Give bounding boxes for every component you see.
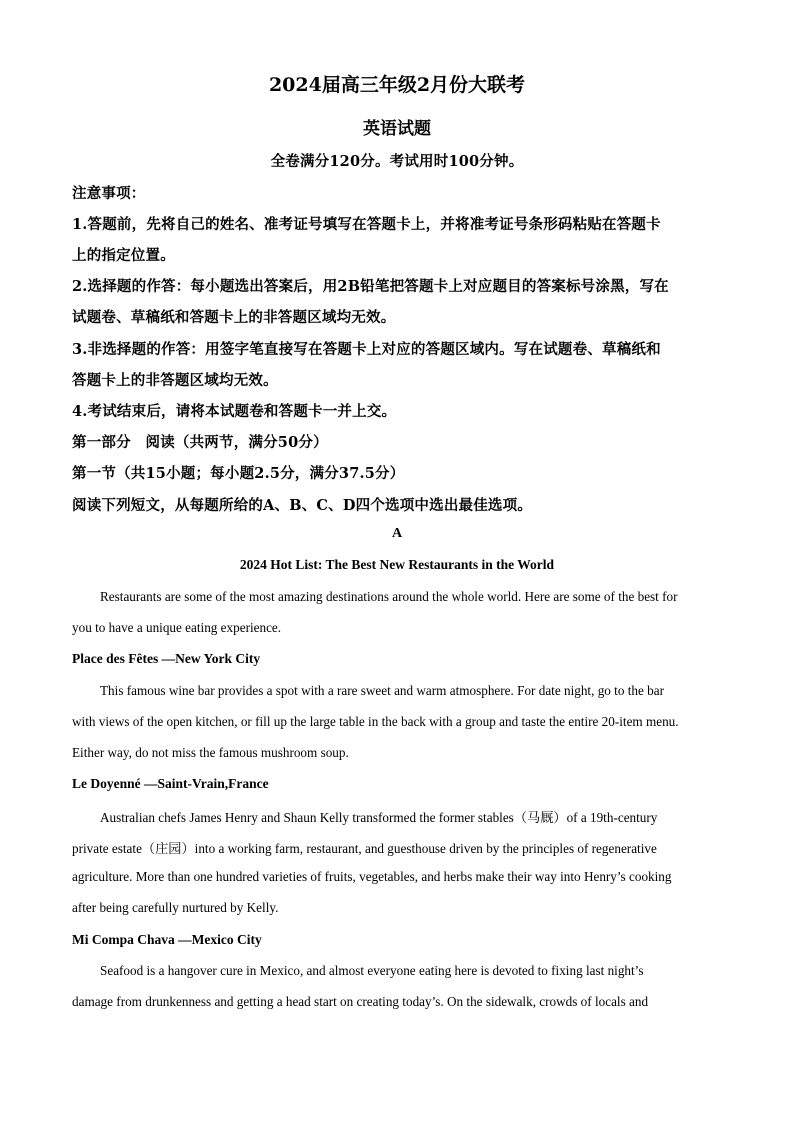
note-2-line-1: 2.选择题的作答：每小题选出答案后，用2B铅笔把答题卡上对应题目的答案标号涂黑，写在 [72, 278, 669, 295]
restaurant-2-name: Le Doyenné —Saint-Vrain,France [72, 776, 269, 791]
note-1-line-1: 1.答题前，先将自己的姓名、准考证号填写在答题卡上，并将准考证号条形码粘贴在答题卡 [72, 216, 661, 233]
restaurant-1-line-1: This famous wine bar provides a spot with a rare sweet and warm atmosphere. For date night, go to the bar [100, 683, 664, 698]
passage-label: A [391, 526, 403, 541]
restaurant-1-line-2: with views of the open kitchen, or fill up the large table in the back with a group and taste the entire 20-item menu. [72, 714, 679, 729]
exam-title: 2024届高三年级2月份大联考 [268, 74, 526, 96]
restaurant-2-line-1: Australian chefs James Henry and Shaun Kelly transformed the former stables（马厩）of a 19th-century [100, 810, 658, 825]
exam-info: 全卷满分120分。考试用时100分钟。 [270, 153, 524, 170]
intro-line-2: you to have a unique eating experience. [72, 620, 282, 635]
restaurant-1-name: Place des Fêtes —New York City [72, 651, 261, 666]
passage-title: 2024 Hot List: The Best New Restaurants in the World [239, 557, 555, 572]
restaurant-2-line-4: after being carefully nurtured by Kelly. [72, 900, 279, 915]
note-1-line-2: 上的指定位置。 [72, 247, 175, 264]
restaurant-3-name: Mi Compa Chava —Mexico City [72, 932, 262, 947]
restaurant-3-line-1: Seafood is a hangover cure in Mexico, and almost everyone eating here is devoted to fixing last night’s [100, 963, 644, 978]
section-1-heading: 第一节（共15小题；每小题2.5分，满分37.5分） [72, 465, 405, 482]
restaurant-3-line-2: damage from drunkenness and getting a head start on creating today’s. On the sidewalk, crowds of locals and [72, 994, 649, 1009]
instruction: 阅读下列短文，从每题所给的A、B、C、D四个选项中选出最佳选项。 [72, 497, 533, 514]
note-3-line-2: 答题卡上的非答题区域均无效。 [72, 372, 278, 389]
intro-line-1: Restaurants are some of the most amazing destinations around the whole world. Here are some of the best for [100, 589, 678, 604]
note-2-line-2: 试题卷、草稿纸和答题卡上的非答题区域均无效。 [72, 309, 396, 326]
restaurant-2-line-2: private estate（庄园）into a working farm, restaurant, and guesthouse driven by the principles of regenerative [72, 841, 657, 856]
note-3-line-1: 3.非选择题的作答：用签字笔直接写在答题卡上对应的答题区域内。写在试题卷、草稿纸和 [72, 341, 661, 358]
restaurant-1-line-3: Either way, do not miss the famous mushroom soup. [72, 745, 349, 760]
restaurant-2-line-3: agriculture. More than one hundred varieties of fruits, vegetables, and herbs make their way into Henry’s cooking [72, 869, 672, 884]
subject-title: 英语试题 [363, 119, 431, 139]
note-4: 4.考试结束后，请将本试题卷和答题卡一并上交。 [72, 403, 397, 420]
part-1-heading: 第一部分 阅读（共两节，满分50分） [72, 434, 328, 451]
notes-heading: 注意事项： [72, 185, 146, 202]
